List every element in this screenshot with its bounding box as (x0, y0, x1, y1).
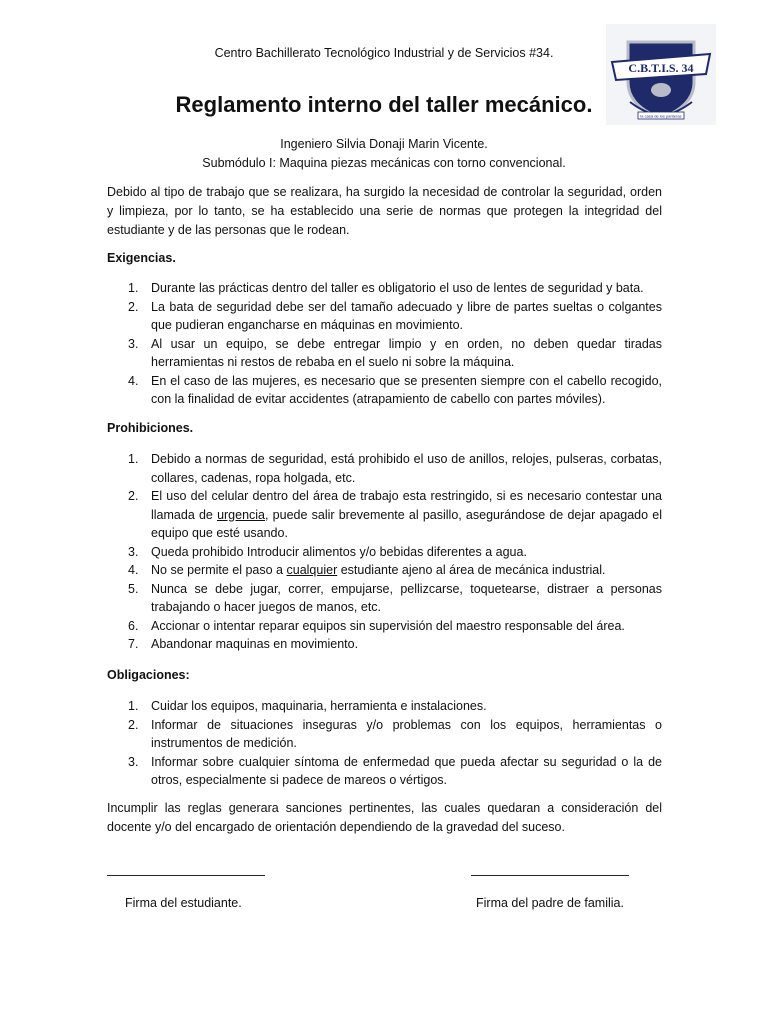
teacher-name: Ingeniero Silvia Donaji Marin Vicente. (280, 137, 488, 151)
list-item: 1. Durante las prácticas dentro del taller es obligatorio el uso de lentes de seguridad y bata. (128, 281, 644, 295)
underlined-word: cualquier (286, 563, 338, 577)
prohibiciones-heading: Prohibiciones. (107, 421, 194, 435)
list-item: 2. La bata de seguridad debe ser del tamaño adecuado y libre de partes sueltas o colgantes que pudieran engancharse en máquinas en movimiento. (128, 299, 662, 332)
closing-paragraph: Incumplir las reglas generara sanciones pertinentes, las cuales quedaran a consideración del docente y/o del encargado de orientación dependiendo de la gravedad del suceso. (107, 801, 662, 834)
parent-signature-line (471, 875, 629, 876)
obligaciones-heading: Obligaciones: (107, 668, 190, 682)
intro-paragraph: Debido al tipo de trabajo que se realizara, ha surgido la necesidad de controlar la seguridad, orden y limpieza, por lo tanto, se ha establecido una serie de normas que protegen la integridad del estudiante y de las personas que le rodean. (107, 185, 662, 237)
list-item: 1. Cuidar los equipos, maquinaria, herramienta e instalaciones. (128, 699, 487, 713)
obligaciones-list (107, 697, 662, 790)
list-item: 4. En el caso de las mujeres, es necesario que se presenten siempre con el cabello recogido, con la finalidad de evitar accidentes (atrapamiento de cabello con partes móviles). (128, 373, 662, 406)
exigencias-heading: Exigencias. (107, 251, 176, 265)
list-item: 1. Debido a normas de seguridad, está prohibido el uso de anillos, relojes, pulseras, corbatas, collares, cadenas, ropa holgada, etc. (128, 452, 662, 485)
document-title: Reglamento interno del taller mecánico. (175, 92, 593, 117)
list-item: 4. No se permite el paso a cualquier estudiante ajeno al área de mecánica industrial. (128, 563, 606, 577)
logo-motto: la casa de los panteras (640, 113, 682, 119)
list-item: 3. Informar sobre cualquier síntoma de enfermedad que pueda afectar su seguridad o la de otros, especialmente si padece de mareos o vértigos. (128, 754, 662, 787)
school-name: Centro Bachillerato Tecnológico Industrial y de Servicios #34. (214, 46, 554, 60)
parent-signature-label: Firma del padre de familia. (476, 896, 624, 910)
list-item: 2. El uso del celular dentro del área de trabajo esta restringido, si es necesario contestar una llamada de urgencia, puede salir brevemente al pasillo, asegurándose de dejar apagado el equipo que esté usando. (128, 489, 663, 540)
logo-text: C.B.T.I.S. 34 (628, 61, 694, 75)
list-item: 3. Queda prohibido Introducir alimentos y/o bebidas diferentes a agua. (128, 544, 527, 559)
prohibiciones-list (107, 450, 662, 654)
list-item: 7. Abandonar maquinas en movimiento. (128, 637, 359, 651)
exigencias-list (107, 279, 662, 409)
underlined-word: urgencia (217, 507, 266, 522)
student-signature-line (107, 875, 265, 876)
list-item: 3. Al usar un equipo, se debe entregar limpio y en orden, no deben quedar tiradas herramientas ni restos de rebaba en el suelo ni sobre la máquina. (128, 336, 662, 369)
list-item: 5. Nunca se debe jugar, correr, empujarse, pellizcarse, toquetearse, distraer a personas trabajando o hacer juegos de manos, etc. (128, 581, 662, 614)
student-signature-label: Firma del estudiante. (125, 896, 242, 910)
module-name: Submódulo I: Maquina piezas mecánicas con torno convencional. (202, 156, 566, 170)
list-item: 6. Accionar o intentar reparar equipos sin supervisión del maestro responsable del área. (128, 618, 625, 633)
list-item: 2. Informar de situaciones inseguras y/o problemas con los equipos, herramientas o instrumentos de medición. (128, 717, 662, 750)
